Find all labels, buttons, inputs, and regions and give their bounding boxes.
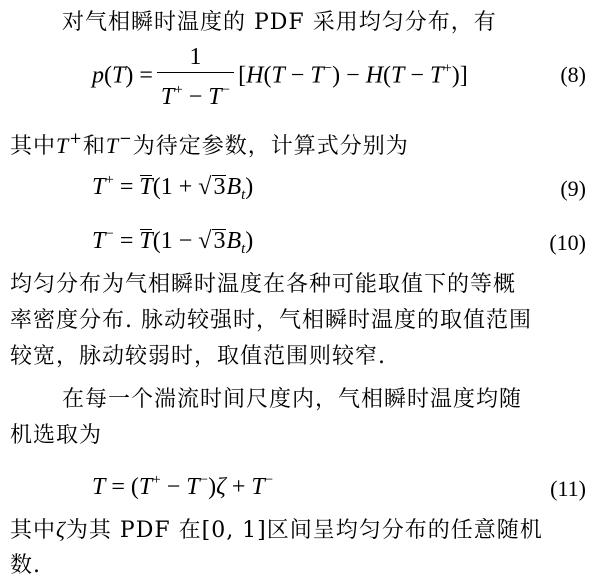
paragraph-uniform-line-1: 均匀分布为气相瞬时温度在各种可能取值下的等概 <box>10 272 517 297</box>
equation-9: $T^+ = T(1 + √3B_t)$ <box>92 172 254 203</box>
equation-11-number: (11) <box>550 476 586 501</box>
paragraph-random-line-1 <box>10 515 590 546</box>
paragraph-parameters-and: 和 <box>82 134 106 159</box>
paragraph-sampling-line-2: 机选取为 <box>10 423 103 448</box>
paragraph-random-post: 为其 PDF 在[0, 1]区间呈均匀分布的任意随机 <box>65 518 543 543</box>
equation-8: p(T) = $\frac{1}{T^+ - T^-}$ [H(T − T−) − H(T − T+)] <box>92 44 468 110</box>
paragraph-uniform-line-2: 率密度分布. 脉动较强时，气相瞬时温度的取值范围 <box>10 308 532 333</box>
equation-9-number: (9) <box>560 176 586 201</box>
paragraph-parameters: 其中T+和T−为待定参数，计算式分别为 <box>10 129 409 159</box>
equation-10-number: (10) <box>549 230 586 255</box>
paragraph-sampling-line-1: 在每一个湍流时间尺度内，气相瞬时温度均随 <box>62 387 523 412</box>
equation-8-number: (8) <box>560 62 586 87</box>
paragraph-uniform-line-3: 较宽，脉动较弱时，取值范围则较窄. <box>10 344 386 369</box>
equation-11: T = (T+ − T−)ζ + T− <box>92 472 274 500</box>
equation-10: $T^- = T(1 - √3B_t)$ <box>92 226 254 257</box>
paragraph-intro: 对气相瞬时温度的 PDF 采用均匀分布，有 <box>62 10 497 35</box>
zeta-inline-symbol: ζ <box>56 517 66 542</box>
paragraph-parameters-pre: 其中 <box>10 134 57 159</box>
paragraph-random-pre: 其中 <box>10 518 57 543</box>
paragraph-parameters-post: 为待定参数，计算式分别为 <box>132 134 409 159</box>
equation-8-fraction: $\frac{1}{T^+ - T^-}$ <box>157 42 234 112</box>
paragraph-random-line-2: 数. <box>10 553 41 578</box>
zeta-symbol: ζ <box>216 474 226 500</box>
